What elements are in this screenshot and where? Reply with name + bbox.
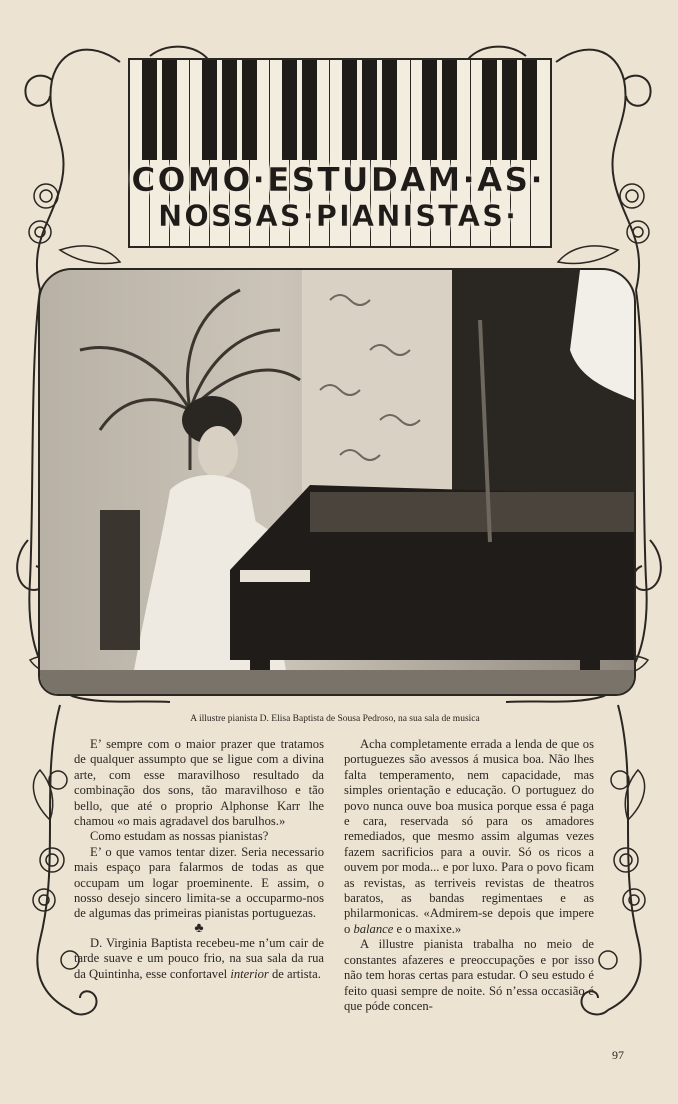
photo-caption: A illustre pianista D. Elisa Baptista de Sousa Pedroso, na sua sala de musica bbox=[190, 714, 480, 724]
club-ornament-icon: ♣ bbox=[194, 920, 204, 936]
article-title-line-1: COMO·ESTUDAM·AS· bbox=[131, 160, 545, 199]
photo-illustration bbox=[40, 270, 634, 694]
paragraph: A illustre pianista trabalha no meio de constantes afazeres e preoccupações e por isso não tem horas certas para estudar. O seu estudo é feito quasi sempre de noite. Só n’essa occasião é que póde concen- bbox=[344, 937, 594, 1013]
page-number: 97 bbox=[612, 1048, 624, 1062]
paragraph-text: Acha completamente errada a lenda de que os portuguezes são avessos á musica boa. Não lhes falta temperamento, nem capacidade, mas simples orientação e educação. O portuguez do povo nunca ouve boa musica porque essa é paga e cara, reservada só para os amadores remediados, que mesmo assim algumas vezes fazem sacrificios para a ouvir. Só os ricos a ouvem por moda... e por luxo. Para o povo ficam as revistas, as terriveis revistas de theatros baratos, as bandas regimentaes e as philarmonicas. «Admirem-se depois que impere o bbox=[344, 737, 594, 936]
article-title-line-2: NOSSAS·PIANISTAS· bbox=[157, 199, 519, 233]
paragraph-text: e o maxixe.» bbox=[393, 921, 462, 936]
italic-text: balance bbox=[353, 921, 394, 936]
paragraph bbox=[74, 936, 324, 982]
paragraph bbox=[344, 737, 594, 937]
text-column-left bbox=[74, 737, 324, 982]
paragraph-text: D. Virginia Baptista recebeu-me n’um cair de tarde suave e um pouco frio, na sua sala da rua da Quintinha, esse confortavel bbox=[74, 935, 324, 981]
paragraph: E’ o que vamos tentar dizer. Seria necessario mais espaço para falarmos de todas as que occupam um logar proeminente. E assim, o nosso desejo sincero limita-se a occuparmo-nos de algumas das primeiras pianistas portuguezas. bbox=[74, 844, 324, 921]
italic-text: interior bbox=[230, 966, 269, 981]
paragraph-text: de artista. bbox=[268, 966, 321, 981]
paragraph: Como estudam as nossas pianistas? bbox=[90, 829, 269, 844]
photo-pianist-at-grand-piano bbox=[38, 268, 636, 696]
text-column-right bbox=[344, 737, 594, 1014]
paragraph: E’ sempre com o maior prazer que tratamos de qualquer assumpto que se ligue com a divina arte, com esse maravilhoso resultado da combinação dos sons, tão maravilhoso e tão bello, que até o proprio Alphonse Karr lhe chamou «o mais agradavel dos barulhos.» bbox=[74, 737, 324, 829]
black-keys bbox=[130, 60, 550, 160]
